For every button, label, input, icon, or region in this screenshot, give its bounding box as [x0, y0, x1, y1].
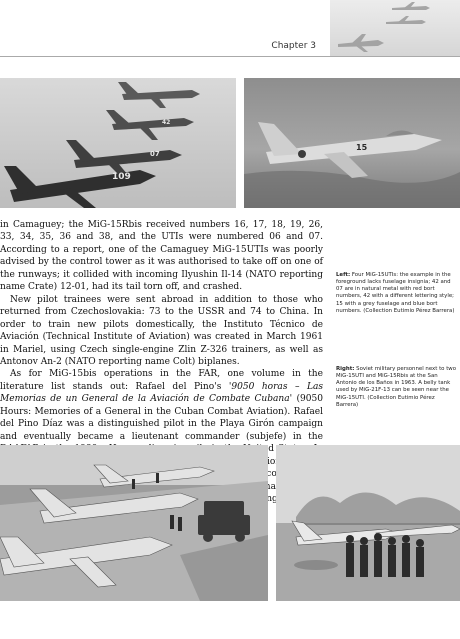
bort-number-42: 42	[162, 119, 171, 126]
caption-right-lead: Right:	[336, 366, 355, 372]
photo-mig15uti-formation	[0, 78, 236, 208]
paragraph-3-intro: As for MiG-15bis operations in the FAR, one volume in the literature list stands out: Rafael del Pino's	[0, 369, 323, 392]
bort-number-15: 15	[356, 143, 368, 152]
photo-soviet-personnel	[276, 445, 460, 601]
photo-flight-line	[0, 445, 268, 601]
caption-left-text: Four MiG-15UTIs: the example in the foreground lacks fuselage insignia; 42 and 07 are in natural metal with red bort numbers, 42 with a different lettering style; 15 with a grey fuselage and blue bort numbers. (Collection Eutimio Pérez Barrera)	[336, 272, 455, 314]
bort-number-109: 109	[112, 172, 131, 182]
caption-right	[336, 366, 458, 409]
caption-left-lead: Left:	[336, 272, 351, 278]
caption-right-text: Soviet military personnel next to two MiG-15UTI and MiG-15Rbis at the San Antonio de los Baños in 1963. A belly tank used by MiG-21F-13 can be seen near the MiG-15UTI. (Collection Eutimio Pérez Barrera)	[336, 366, 457, 408]
paragraph-2: New pilot trainees were sent abroad in addition to those who returned from Czechoslovakia: 73 to the USSR and 74 to China. In order to train new pilots domestically, the Instituto Técnico de Aviación (Technical Institute of Aviation) was created in March 1961 in Mariel, using Czech single-engine Zlin Z-326 trainers, as well as Antonov An-2 (NATO reporting name Colt) biplanes.	[0, 294, 323, 367]
paragraph-1: in Camaguey; the MiG-15Rbis received numbers 16, 17, 18, 19, 26, 33, 34, 35, 36 and 38, and the UTIs were numbered 06 and 07. According to a report, one of the Camaguey MiG-15UTIs was poorly advised by the control tower as it was authorised to take off on one of the runways; it collided with incoming Ilyushin Il-14 (NATO reporting name Crate) 12-01, had its tail torn off, and crashed.	[0, 220, 323, 293]
photo-mig15uti-single	[244, 78, 460, 208]
book-title: '9050 horas – Las Memorias de un General de la Aviación de Combate Cubana'	[0, 381, 324, 405]
bort-number-07: 07	[150, 150, 160, 158]
caption-left	[336, 272, 458, 315]
paragraph-3-rest: (9050 Hours: Memories of a General in the Cuban Combat Aviation). Rafael del Pino Díaz was a distinguished pilot in the Playa Girón campaign and eventually became a lieutenant commander (subjefe) in the operationalisation	[0, 394, 324, 492]
chapter-label: Chapter 3	[271, 41, 316, 51]
header-rule	[0, 56, 460, 57]
header-aircraft-illustration	[330, 0, 460, 56]
